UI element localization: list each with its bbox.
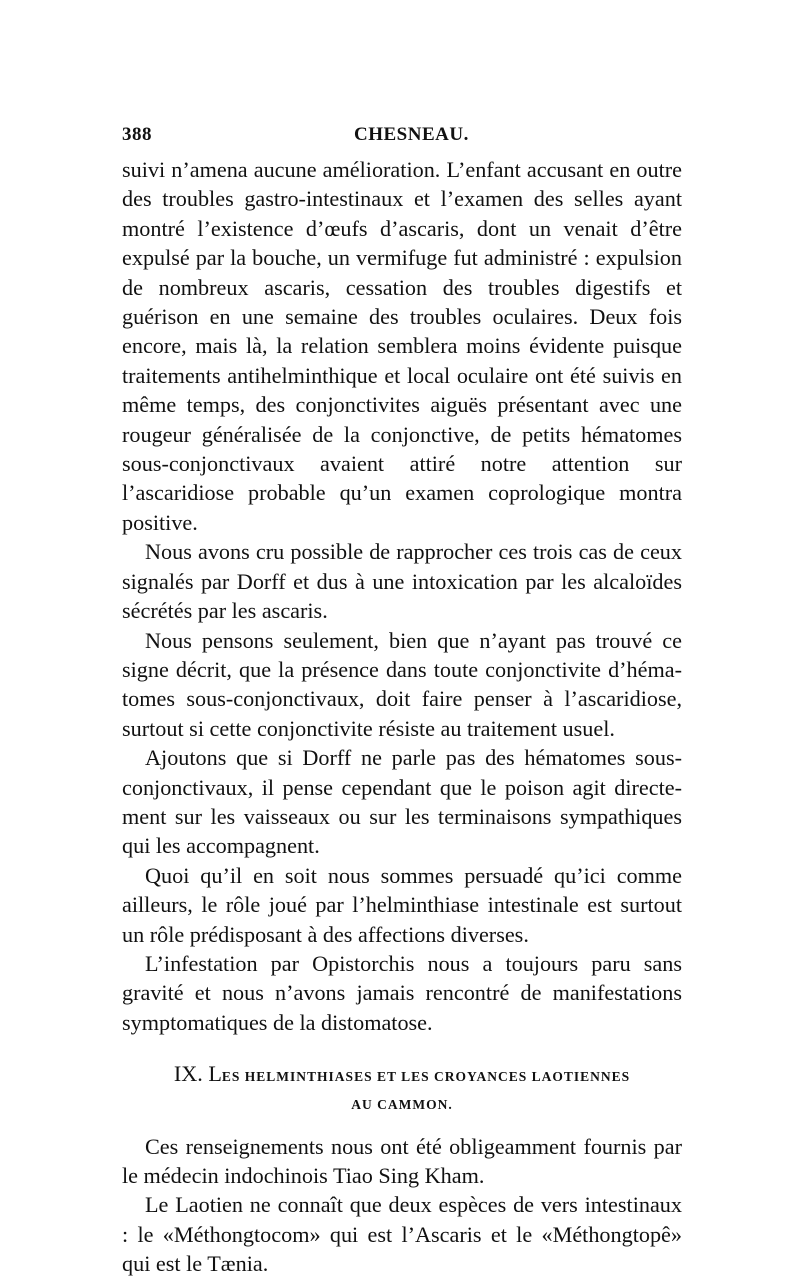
section-title-initial: L	[208, 1061, 222, 1087]
paragraph: Le Laotien ne connaît que deux espèces de vers intestinaux : le «Méthongtocom» qui est l’Ascaris et le «Méthongtopê» qui est le Tænia.	[122, 1192, 682, 1277]
section-number: IX.	[173, 1061, 203, 1087]
paragraph: Ces renseignements nous ont été obligeamment fournis par le médecin indochinois Tiao Sing Kham.	[122, 1133, 682, 1188]
page-number: 388	[122, 124, 152, 145]
section-title-line2: AU CAMMON.	[351, 1096, 453, 1112]
running-title: CHESNEAU.	[354, 124, 469, 145]
running-head	[122, 124, 682, 148]
body-text	[122, 155, 682, 1279]
paragraph: Quoi qu’il en soit nous sommes persuadé qu’ici comme ailleurs, le rôle joué par l’helminthiase intestinale est surtout un rôle prédisposant à des affections diverses.	[122, 862, 682, 947]
section-title-line1: ES HELMINTHIASES ET LES CROYANCES LAOTIENNES	[221, 1069, 631, 1085]
paragraph: Ajoutons que si Dorff ne parle pas des hématomes sous-conjonctivaux, il pense cependant que le poison agit directement sur les vaisseaux ou sur les terminaisons sympathiques qui les accompagnent.	[122, 745, 682, 859]
section-heading	[122, 1059, 682, 1117]
paragraph: suivi n’amena aucune amélioration. L’enfant accusant en outre des troubles gastro-intestinaux et l’examen des selles ayant montré l’existence d’œufs d’ascaris, dont un venait d’être expulsé par la bouche, un vermifuge fut administré : expulsion de nombreux ascaris, cessation des troubles digestifs et guérison en une semaine des troubles oculaires. Deux fois encore, mais là, la relation semblera moins évidente puisque traitements antihelminthique et local oculaire ont été suivis en même temps, des conjonctivites aiguës présentant avec une rougeur généralisée de la conjonctive, de petits hématomes sous-conjonctivaux avaient attiré notre attention sur l’ascaridiose probable qu’un examen coprologique montra positive.	[122, 157, 682, 535]
paragraph: L’infestation par Opistorchis nous a toujours paru sans gravité et nous n’avons jamais rencontré de manifestations symptomatiques de la distomatose.	[122, 950, 682, 1035]
paragraph: Nous avons cru possible de rapprocher ces trois cas de ceux signalés par Dorff et dus à une intoxication par les alcaloïdes sécrétés par les ascaris.	[122, 539, 682, 624]
paragraph: Nous pensons seulement, bien que n’ayant pas trouvé ce signe décrit, que la présence dans toute conjonctivite d’hématomes sous-conjonctivaux, doit faire penser à l’ascaridiose, surtout si cette conjonctivite résiste au traitement usuel.	[122, 627, 682, 741]
